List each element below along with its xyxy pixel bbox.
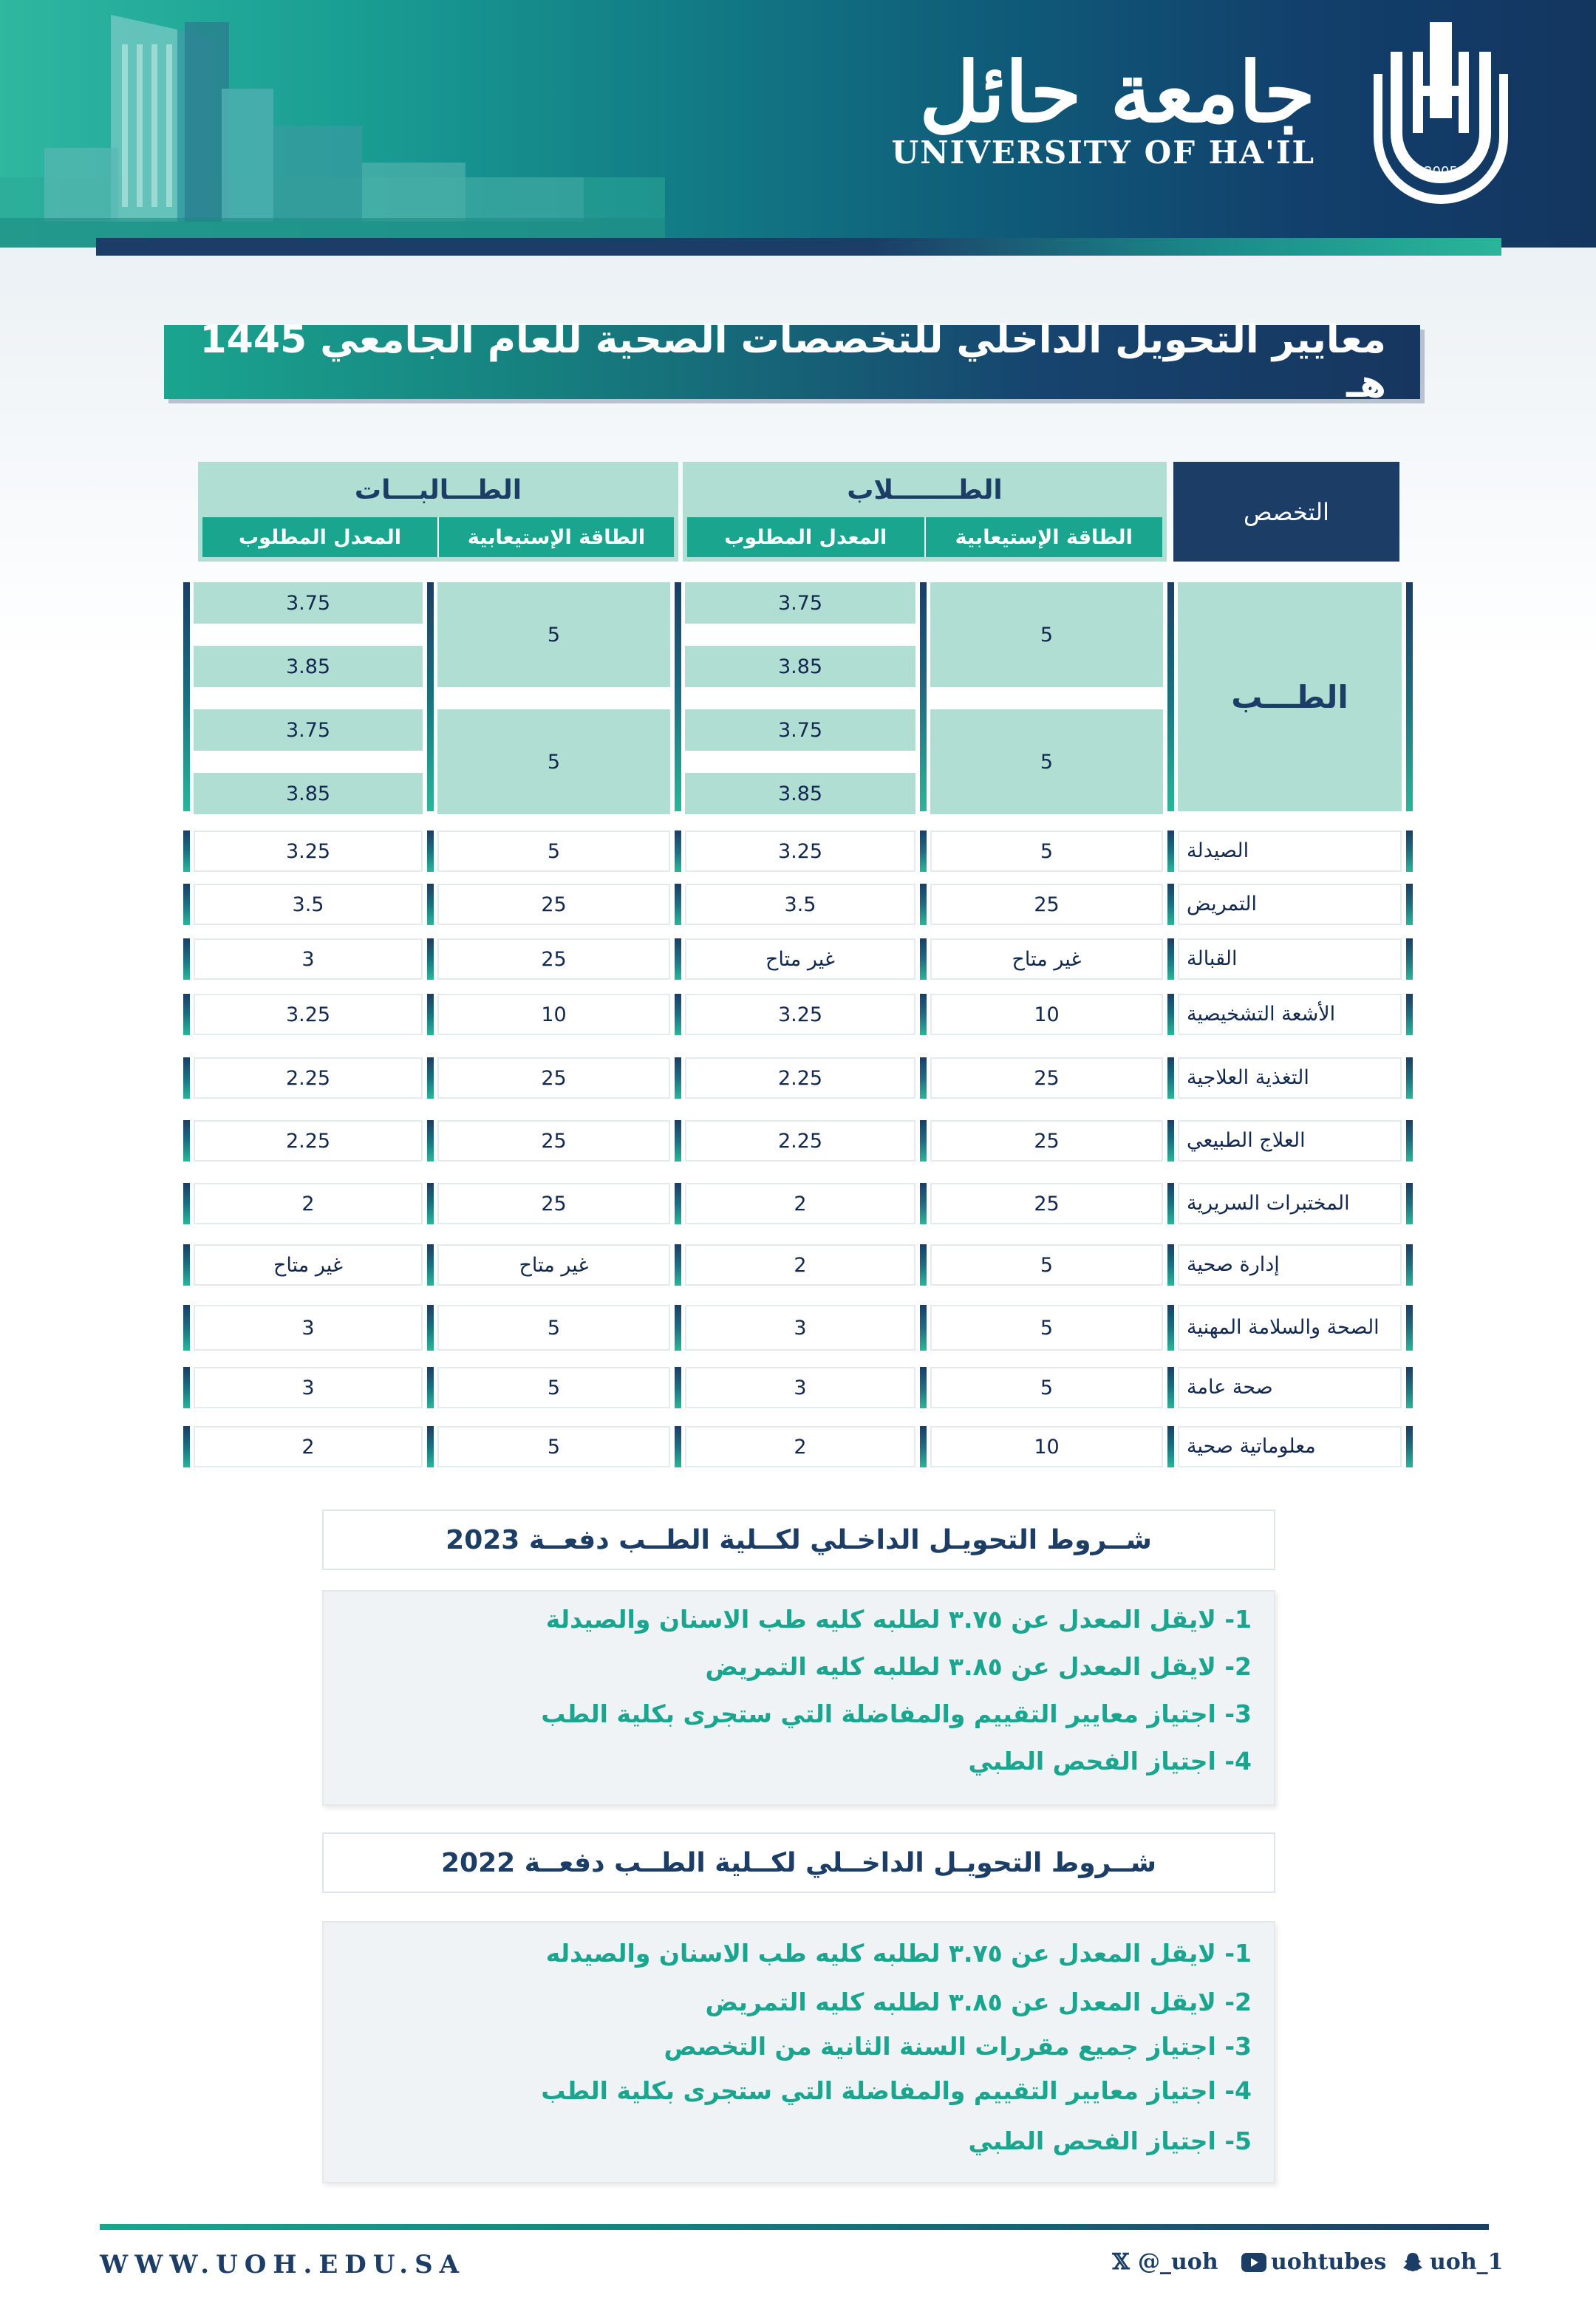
male-capacity-cell: 25: [930, 884, 1163, 925]
row-edge: [920, 1426, 927, 1467]
female-capacity-cell: 5: [437, 1305, 670, 1351]
female-capacity-cell: 25: [437, 884, 670, 925]
campus-buildings-image: [0, 0, 665, 248]
row-edge: [1406, 1120, 1413, 1162]
medicine-male-gpa: 3.75: [685, 582, 915, 624]
medicine-female-gpa: 3.75: [194, 582, 423, 624]
youtube-social-link[interactable]: [1241, 2249, 1386, 2275]
female-capacity-cell: 5: [437, 1426, 670, 1467]
conditions-2023-item: 2- لايقل المعدل عن ٣.٨٥ لطلبه كليه التمريض: [705, 1652, 1252, 1681]
row-edge: [920, 1183, 927, 1224]
female-gpa-cell: 3: [194, 1367, 423, 1408]
conditions-2022-box: [322, 1921, 1275, 2183]
specialization-header: التخصص: [1173, 462, 1399, 562]
row-edge: [920, 1305, 927, 1351]
male-gpa-cell: 2: [685, 1426, 915, 1467]
row-edge: [675, 938, 681, 980]
row-edge: [427, 831, 434, 872]
conditions-2023-box: [322, 1590, 1275, 1806]
female-gpa-cell: 2.25: [194, 1057, 423, 1099]
row-edge: [427, 938, 434, 980]
row-edge: [1406, 831, 1413, 872]
specialization-name-cell: صحة عامة: [1178, 1367, 1402, 1408]
row-edge: [183, 1057, 190, 1099]
specialization-medicine: الطـــب: [1178, 582, 1402, 811]
row-edge: [1167, 1244, 1174, 1286]
medicine-female-gpa: 3.75: [194, 709, 423, 751]
row-edge: [427, 1183, 434, 1224]
female-gpa-cell: 2: [194, 1183, 423, 1224]
row-edge: [1406, 1305, 1413, 1351]
female-capacity-cell: 25: [437, 938, 670, 980]
row-edge: [1167, 1367, 1174, 1408]
female-capacity-cell: غير متاح: [437, 1244, 670, 1286]
row-edge: [427, 582, 434, 811]
specialization-name-cell: الصحة والسلامة المهنية: [1178, 1305, 1402, 1351]
row-edge: [183, 582, 190, 811]
female-capacity-cell: 25: [437, 1183, 670, 1224]
row-edge: [675, 1120, 681, 1162]
conditions-2023-title: شــروط التحويـل الداخـلي لكــلية الطــب دفعــة 2023: [322, 1510, 1275, 1570]
header-banner: [0, 0, 1596, 248]
footer-divider: [100, 2224, 1489, 2230]
row-edge: [1167, 1057, 1174, 1099]
row-edge: [1406, 1057, 1413, 1099]
youtube-icon: [1241, 2250, 1266, 2275]
page-title-banner: [164, 318, 1420, 406]
male-capacity-cell: 10: [930, 994, 1163, 1035]
female-gpa-cell: 2.25: [194, 1120, 423, 1162]
row-edge: [675, 994, 681, 1035]
conditions-2022-item: 3- اجتياز جميع مقررات السنة الثانية من التخصص: [664, 2032, 1252, 2061]
specialization-name-cell: العلاج الطبيعي: [1178, 1120, 1402, 1162]
row-edge: [1406, 994, 1413, 1035]
row-edge: [183, 884, 190, 925]
conditions-2023-item: 4- اجتياز الفحص الطبي: [968, 1747, 1252, 1776]
specialization-name-cell: معلوماتية صحية: [1178, 1426, 1402, 1467]
female-gpa-cell: 3.25: [194, 831, 423, 872]
specialization-name-cell: التغذية العلاجية: [1178, 1057, 1402, 1099]
female-gpa-cell: غير متاح: [194, 1244, 423, 1286]
conditions-2022-item: 1- لايقل المعدل عن ٣.٧٥ لطلبه كليه طب الاسنان والصيدله: [545, 1939, 1252, 1968]
male-gpa-cell: 3: [685, 1305, 915, 1351]
row-edge: [675, 831, 681, 872]
specialization-name-cell: القبالة: [1178, 938, 1402, 980]
header-underline-bar: [96, 238, 1501, 256]
x-icon: 𝕏: [1112, 2249, 1130, 2275]
page-title: معايير التحويل الداخلي للتخصصات الصحية للعام الجامعي 1445 هـ: [200, 318, 1386, 406]
female-gpa-cell: 3.25: [194, 994, 423, 1035]
female-capacity-cell: 10: [437, 994, 670, 1035]
male-gpa-cell: 3.5: [685, 884, 915, 925]
row-edge: [1406, 1183, 1413, 1224]
youtube-handle: uohtubes: [1271, 2249, 1387, 2275]
male-gpa-cell: 3: [685, 1367, 915, 1408]
medicine-female-gpa: 3.85: [194, 773, 423, 814]
females-header: [198, 462, 678, 562]
snapchat-social-link[interactable]: [1400, 2249, 1504, 2275]
row-edge: [920, 884, 927, 925]
row-edge: [1406, 1367, 1413, 1408]
website-link[interactable]: WWW.UOH.EDU.SA: [100, 2250, 466, 2279]
row-edge: [1167, 1120, 1174, 1162]
males-gpa-header: المعدل المطلوب: [724, 525, 887, 549]
row-edge: [920, 1120, 927, 1162]
row-edge: [427, 1120, 434, 1162]
row-edge: [675, 1367, 681, 1408]
conditions-2023-item: 1- لايقل المعدل عن ٣.٧٥ لطلبه كليه طب الاسنان والصيدلة: [545, 1605, 1252, 1634]
female-capacity-cell: 5: [437, 831, 670, 872]
row-edge: [183, 1305, 190, 1351]
row-edge: [1406, 582, 1413, 811]
specialization-name-cell: إدارة صحية: [1178, 1244, 1402, 1286]
row-edge: [920, 582, 927, 811]
row-edge: [183, 1120, 190, 1162]
logo-english-text: UNIVERSITY OF HA'IL: [891, 134, 1315, 171]
row-edge: [1167, 1305, 1174, 1351]
male-gpa-cell: غير متاح: [685, 938, 915, 980]
medicine-female-capacity: 5: [437, 709, 670, 814]
logo-arabic-text: جامعة حائل: [919, 44, 1315, 141]
male-gpa-cell: 2.25: [685, 1120, 915, 1162]
male-gpa-cell: 3.25: [685, 994, 915, 1035]
medicine-male-gpa: 3.85: [685, 646, 915, 687]
females-capacity-header: الطاقة الإستيعابية: [437, 517, 674, 557]
row-edge: [427, 1367, 434, 1408]
x-handle: @_uoh: [1138, 2249, 1218, 2275]
row-edge: [183, 994, 190, 1035]
row-edge: [920, 938, 927, 980]
row-edge: [1167, 884, 1174, 925]
male-capacity-cell: 10: [930, 1426, 1163, 1467]
female-gpa-cell: 2: [194, 1426, 423, 1467]
medicine-male-gpa: 3.85: [685, 773, 915, 814]
females-gpa-header: المعدل المطلوب: [238, 525, 402, 549]
female-capacity-cell: 25: [437, 1057, 670, 1099]
male-capacity-cell: 5: [930, 1367, 1163, 1408]
row-edge: [427, 1057, 434, 1099]
row-edge: [183, 831, 190, 872]
female-gpa-cell: 3: [194, 938, 423, 980]
row-edge: [675, 582, 681, 811]
row-edge: [920, 994, 927, 1035]
females-group-title: الطـــالبـــات: [354, 475, 522, 505]
x-social-link[interactable]: [1108, 2249, 1218, 2275]
row-edge: [1167, 1183, 1174, 1224]
male-capacity-cell: 25: [930, 1057, 1163, 1099]
row-edge: [183, 1367, 190, 1408]
specialization-name-cell: الصيدلة: [1178, 831, 1402, 872]
row-edge: [675, 1057, 681, 1099]
row-edge: [1406, 938, 1413, 980]
row-edge: [183, 1183, 190, 1224]
row-edge: [1406, 884, 1413, 925]
row-edge: [183, 938, 190, 980]
specialization-name-cell: التمريض: [1178, 884, 1402, 925]
row-edge: [427, 1305, 434, 1351]
conditions-2023-item: 3- اجتياز معايير التقييم والمفاضلة التي ستجرى بكلية الطب: [541, 1699, 1252, 1728]
row-edge: [675, 884, 681, 925]
male-gpa-cell: 3.25: [685, 831, 915, 872]
males-group-title: الطـــــــلاب: [847, 475, 1003, 505]
svg-text:2005: 2005: [1424, 164, 1458, 180]
female-capacity-cell: 5: [437, 1367, 670, 1408]
male-capacity-cell: 25: [930, 1183, 1163, 1224]
row-edge: [675, 1183, 681, 1224]
row-edge: [427, 1426, 434, 1467]
conditions-2022-item: 5- اجتياز الفحص الطبي: [968, 2126, 1252, 2155]
row-edge: [427, 994, 434, 1035]
conditions-2022-item: 2- لايقل المعدل عن ٣.٨٥ لطلبه كليه التمريض: [705, 1988, 1252, 2016]
male-capacity-cell: 5: [930, 831, 1163, 872]
medicine-male-gpa: 3.75: [685, 709, 915, 751]
row-edge: [1167, 938, 1174, 980]
medicine-female-gpa: 3.85: [194, 646, 423, 687]
medicine-female-capacity: 5: [437, 582, 670, 687]
medicine-male-capacity: 5: [930, 582, 1163, 687]
row-edge: [427, 1244, 434, 1286]
row-edge: [183, 1244, 190, 1286]
row-edge: [427, 884, 434, 925]
female-gpa-cell: 3.5: [194, 884, 423, 925]
male-gpa-cell: 2: [685, 1244, 915, 1286]
specialization-name-cell: المختبرات السريرية: [1178, 1183, 1402, 1224]
row-edge: [920, 1057, 927, 1099]
row-edge: [920, 1367, 927, 1408]
row-edge: [675, 1244, 681, 1286]
conditions-2022-item: 4- اجتياز معايير التقييم والمفاضلة التي ستجرى بكلية الطب: [541, 2076, 1252, 2105]
row-edge: [1167, 1426, 1174, 1467]
male-capacity-cell: 5: [930, 1244, 1163, 1286]
row-edge: [1406, 1244, 1413, 1286]
row-edge: [1167, 582, 1174, 811]
row-edge: [675, 1426, 681, 1467]
male-capacity-cell: 25: [930, 1120, 1163, 1162]
row-edge: [1167, 831, 1174, 872]
row-edge: [183, 1426, 190, 1467]
row-edge: [920, 1244, 927, 1286]
female-capacity-cell: 25: [437, 1120, 670, 1162]
males-header: [683, 462, 1167, 562]
female-gpa-cell: 3: [194, 1305, 423, 1351]
snapchat-icon: [1400, 2250, 1425, 2275]
male-gpa-cell: 2: [685, 1183, 915, 1224]
male-capacity-cell: 5: [930, 1305, 1163, 1351]
row-edge: [675, 1305, 681, 1351]
row-edge: [920, 831, 927, 872]
row-edge: [1406, 1426, 1413, 1467]
specialization-name-cell: الأشعة التشخيصية: [1178, 994, 1402, 1035]
medicine-male-capacity: 5: [930, 709, 1163, 814]
male-gpa-cell: 2.25: [685, 1057, 915, 1099]
row-edge: [1167, 994, 1174, 1035]
university-emblem-icon: [1367, 22, 1515, 207]
conditions-2022-title: شــروط التحويـل الداخــلي لكــلية الطــب دفعــة 2022: [322, 1832, 1275, 1893]
snapchat-handle: uoh_1: [1430, 2249, 1504, 2275]
males-capacity-header: الطاقة الإستيعابية: [924, 517, 1163, 557]
male-capacity-cell: غير متاح: [930, 938, 1163, 980]
